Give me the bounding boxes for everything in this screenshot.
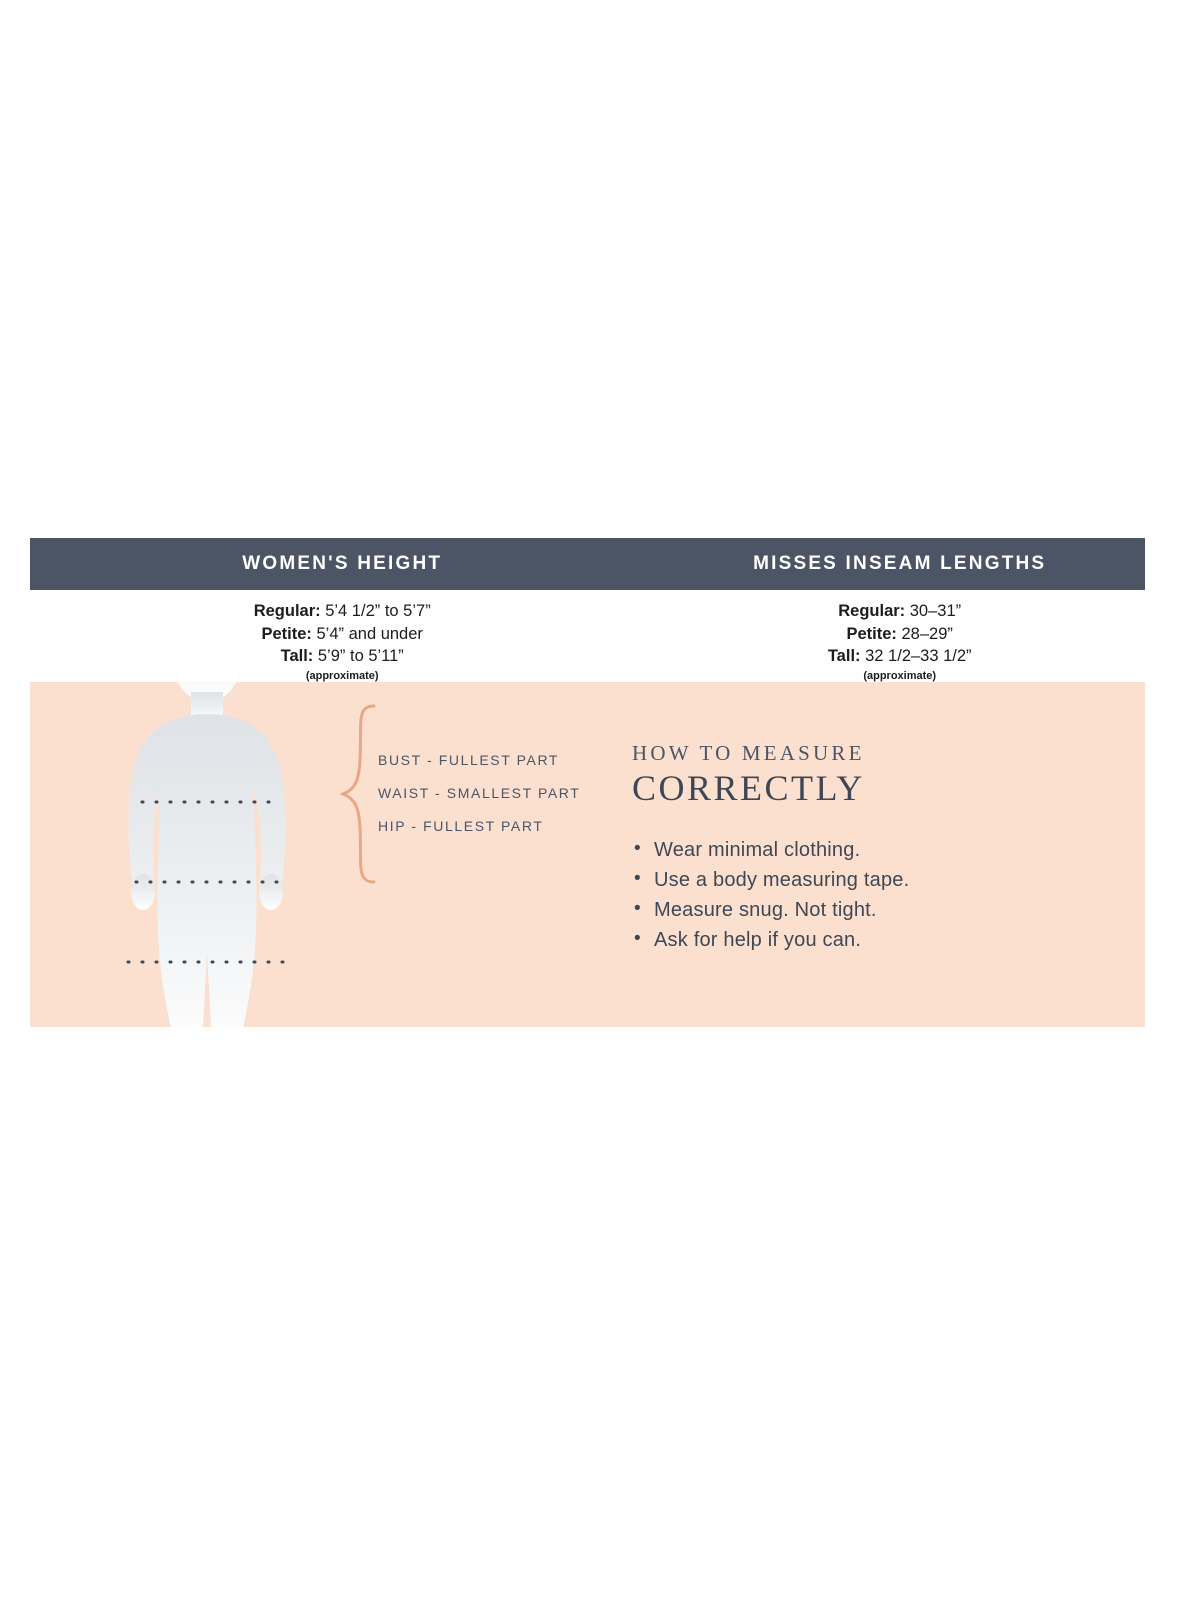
- how-to-measure-subtitle: CORRECTLY: [632, 768, 865, 808]
- height-regular-row: [30, 600, 654, 623]
- tip-item: • Ask for help if you can.: [632, 925, 1112, 955]
- how-to-measure-block: [632, 740, 1112, 955]
- inseam-tall-row: [654, 645, 1145, 668]
- misses-inseam-facts: [654, 600, 1145, 682]
- inseam-regular-label: Regular:: [838, 602, 906, 620]
- header-misses-inseam-lengths: MISSES INSEAM LENGTHS: [753, 553, 1047, 574]
- height-approximate-note: (approximate): [305, 669, 379, 682]
- womens-height-facts: [30, 600, 654, 682]
- height-regular-value: 5’4 1/2” to 5’7”: [320, 602, 431, 620]
- header-womens-height: WOMEN'S HEIGHT: [242, 553, 443, 574]
- inseam-regular-row: [654, 600, 1145, 623]
- inseam-petite-row: [654, 623, 1145, 646]
- height-tall-label: Tall:: [280, 647, 314, 665]
- inseam-approximate-note: (approximate): [863, 669, 937, 682]
- facts-band: [30, 590, 1145, 682]
- size-guide-chart: [30, 538, 1145, 1027]
- inseam-tall-value: 32 1/2–33 1/2”: [860, 647, 972, 665]
- how-to-measure-title: HOW TO MEASURE: [632, 741, 865, 765]
- inseam-tall-label: Tall:: [827, 647, 861, 665]
- inseam-petite-label: Petite:: [846, 624, 897, 643]
- tip-item: • Use a body measuring tape.: [632, 865, 1112, 895]
- height-tall-row: [30, 645, 654, 668]
- measure-point-hip: HIP - FULLEST PART: [378, 818, 544, 834]
- measurement-panel: [30, 682, 1145, 1027]
- measurement-point-list: [378, 744, 580, 843]
- measure-point-waist: WAIST - SMALLEST PART: [378, 785, 581, 801]
- height-petite-row: [30, 623, 654, 646]
- tip-item: • Wear minimal clothing.: [632, 835, 1112, 865]
- chart-header-bar: [30, 538, 1145, 590]
- height-petite-value: 5’4” and under: [311, 624, 423, 643]
- height-petite-label: Petite:: [261, 624, 312, 643]
- height-regular-label: Regular:: [253, 602, 321, 620]
- inseam-petite-value: 28–29”: [896, 624, 953, 643]
- height-tall-value: 5’9” to 5’11”: [313, 647, 404, 665]
- measuring-tips-list: [632, 835, 1112, 955]
- inseam-regular-value: 30–31”: [905, 602, 962, 620]
- tip-item: • Measure snug. Not tight.: [632, 895, 1112, 925]
- measure-point-bust: BUST - FULLEST PART: [378, 752, 560, 768]
- brace-icon: [340, 704, 380, 884]
- female-body-silhouette-icon: [82, 682, 332, 1027]
